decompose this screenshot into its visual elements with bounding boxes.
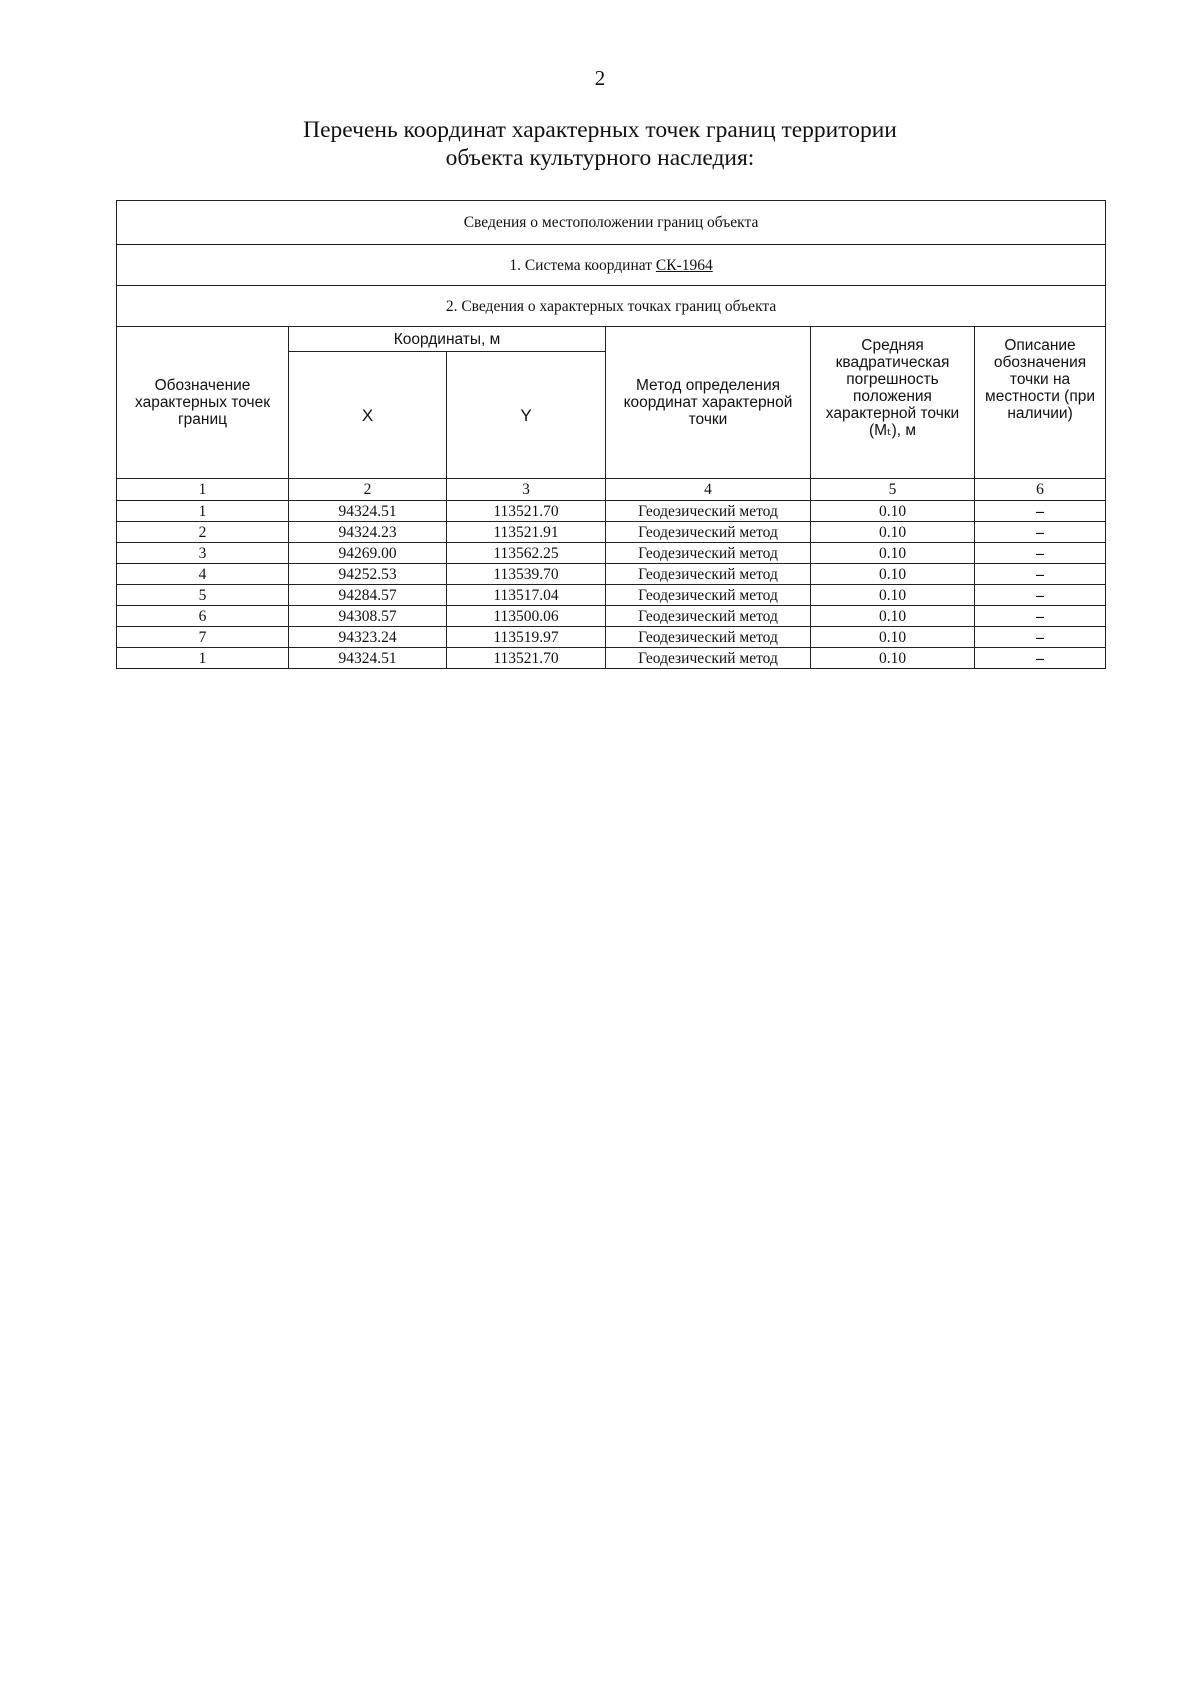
header-y: Y <box>447 352 606 479</box>
coord-x: 94323.24 <box>289 627 447 648</box>
description: – <box>975 606 1106 627</box>
coord-x: 94269.00 <box>289 543 447 564</box>
coord-x: 94324.51 <box>289 648 447 669</box>
method: Геодезический метод <box>606 648 811 669</box>
description: – <box>975 564 1106 585</box>
description: – <box>975 627 1106 648</box>
coord-x: 94324.51 <box>289 501 447 522</box>
coord-y: 113539.70 <box>447 564 606 585</box>
header-mean-square-error: Средняя квадратическая погрешность положения характерной точки (Mₜ), м <box>811 327 975 479</box>
title-line-1: Перечень координат характерных точек границ территории <box>303 117 897 143</box>
table-row <box>117 522 1106 543</box>
coord-y: 113521.70 <box>447 648 606 669</box>
coord-x: 94284.57 <box>289 585 447 606</box>
table-row <box>117 627 1106 648</box>
method: Геодезический метод <box>606 501 811 522</box>
coord-x: 94324.23 <box>289 522 447 543</box>
error: 0.10 <box>811 627 975 648</box>
header-point-designation: Обозначение характерных точек границ <box>117 327 289 479</box>
method: Геодезический метод <box>606 564 811 585</box>
error: 0.10 <box>811 648 975 669</box>
header-point-description: Описание обозначения точки на местности (при наличии) <box>975 327 1106 479</box>
description: – <box>975 501 1106 522</box>
column-number: 3 <box>447 479 606 501</box>
error: 0.10 <box>811 606 975 627</box>
column-number: 1 <box>117 479 289 501</box>
column-number: 5 <box>811 479 975 501</box>
header-x: X <box>289 352 447 479</box>
point-id: 7 <box>117 627 289 648</box>
method: Геодезический метод <box>606 627 811 648</box>
section-title: Сведения о местоположении границ объекта <box>117 201 1106 245</box>
coordinate-system-value: СК-1964 <box>655 256 713 274</box>
coord-y: 113562.25 <box>447 543 606 564</box>
error: 0.10 <box>811 564 975 585</box>
description: – <box>975 585 1106 606</box>
table-row <box>117 648 1106 669</box>
coordinates-table <box>116 200 1106 669</box>
point-id: 1 <box>117 648 289 669</box>
coord-y: 113500.06 <box>447 606 606 627</box>
coord-x: 94252.53 <box>289 564 447 585</box>
method: Геодезический метод <box>606 543 811 564</box>
error: 0.10 <box>811 501 975 522</box>
point-id: 6 <box>117 606 289 627</box>
header-method: Метод определения координат характерной точки <box>606 327 811 479</box>
method: Геодезический метод <box>606 585 811 606</box>
table-row <box>117 564 1106 585</box>
page-number: 2 <box>594 66 606 90</box>
table-row <box>117 543 1106 564</box>
point-id: 4 <box>117 564 289 585</box>
point-id: 5 <box>117 585 289 606</box>
description: – <box>975 648 1106 669</box>
column-number: 2 <box>289 479 447 501</box>
error: 0.10 <box>811 585 975 606</box>
table-row <box>117 501 1106 522</box>
title-line-2: объекта культурного наследия: <box>445 145 755 171</box>
description: – <box>975 522 1106 543</box>
coord-y: 113521.70 <box>447 501 606 522</box>
column-number: 6 <box>975 479 1106 501</box>
header-coordinates: Координаты, м <box>289 327 606 352</box>
points-section-title: 2. Сведения о характерных точках границ объекта <box>117 286 1106 327</box>
point-id: 1 <box>117 501 289 522</box>
table-row <box>117 585 1106 606</box>
coordinate-system <box>117 245 1106 286</box>
document-title <box>0 116 1200 172</box>
coord-y: 113517.04 <box>447 585 606 606</box>
coord-y: 113521.91 <box>447 522 606 543</box>
description: – <box>975 543 1106 564</box>
error: 0.10 <box>811 522 975 543</box>
method: Геодезический метод <box>606 606 811 627</box>
error: 0.10 <box>811 543 975 564</box>
coordinate-system-label: 1. Система координат <box>509 256 656 274</box>
coord-x: 94308.57 <box>289 606 447 627</box>
point-id: 3 <box>117 543 289 564</box>
table-row <box>117 606 1106 627</box>
point-id: 2 <box>117 522 289 543</box>
column-number: 4 <box>606 479 811 501</box>
method: Геодезический метод <box>606 522 811 543</box>
coord-y: 113519.97 <box>447 627 606 648</box>
